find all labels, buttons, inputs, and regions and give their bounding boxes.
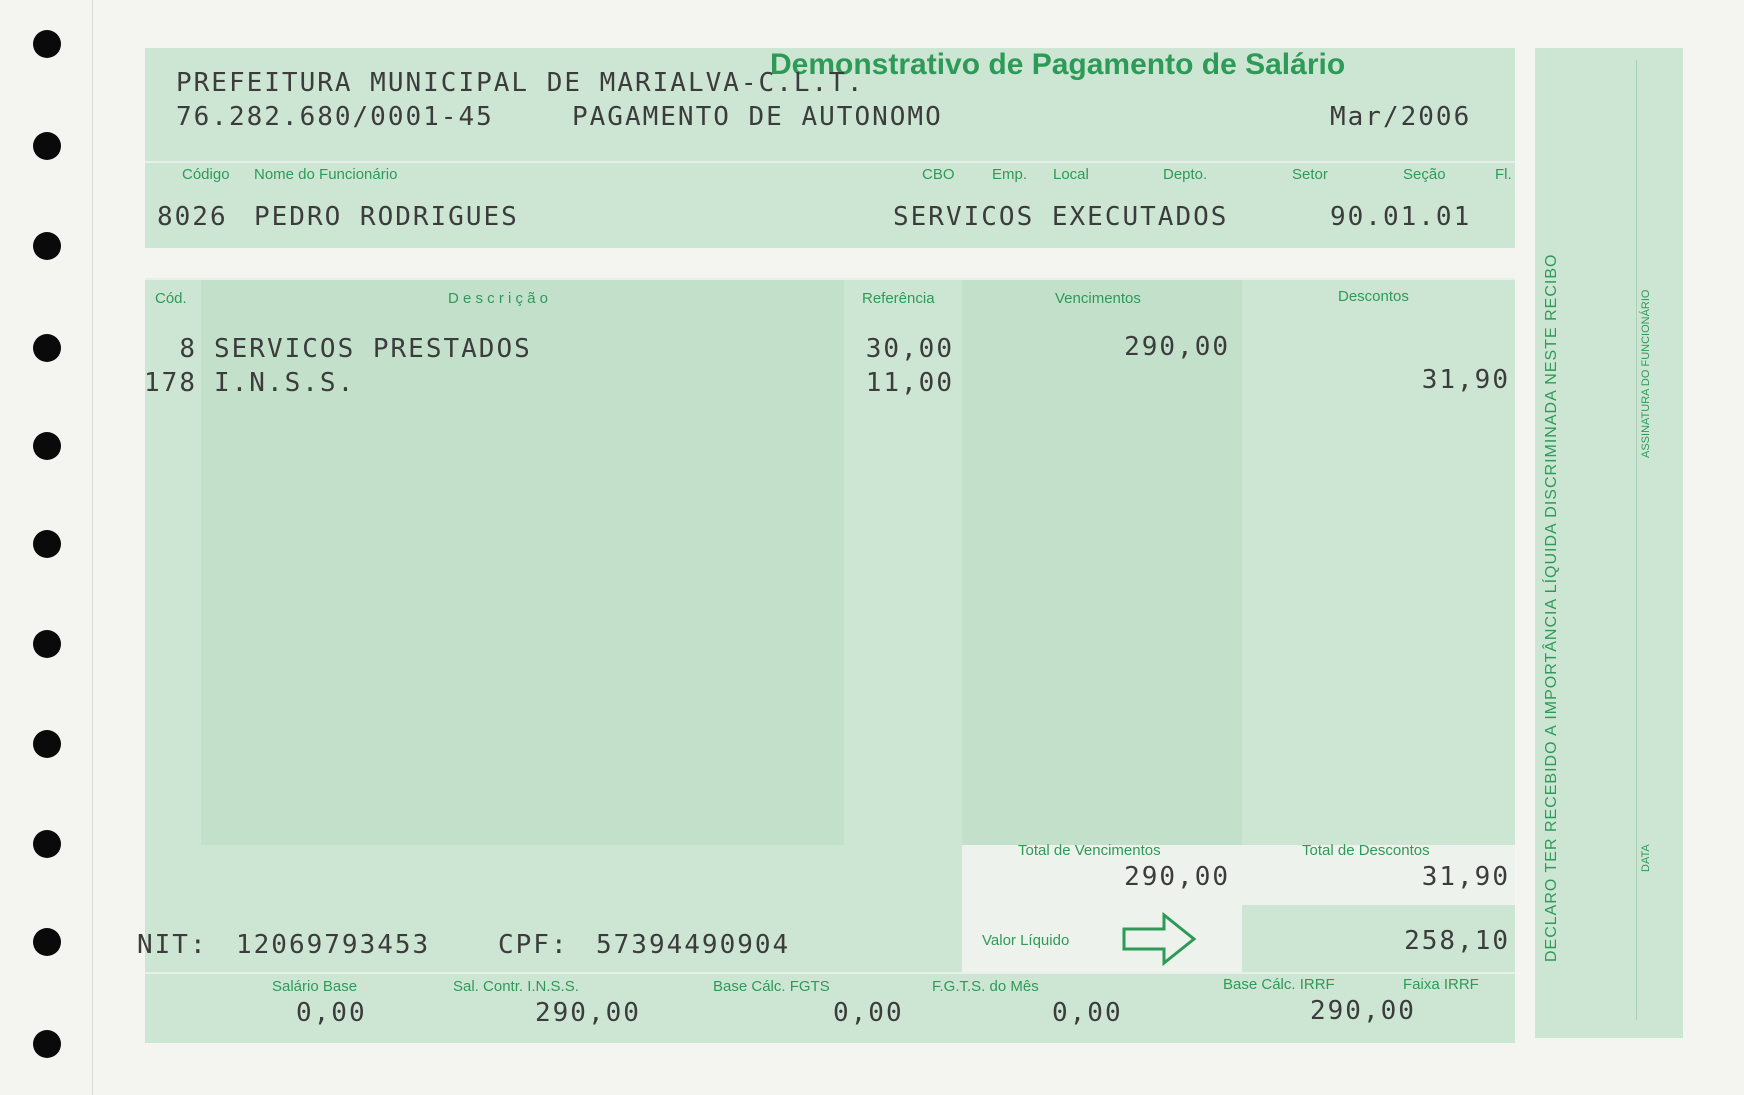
employee-code: 8026 (157, 202, 228, 232)
band-divider (145, 161, 1515, 163)
row-descricao: I.N.S.S. (214, 368, 356, 398)
total-vencimentos-label: Total de Vencimentos (1018, 842, 1161, 859)
row-cod: 8 (179, 334, 197, 364)
row-referencia: 11,00 (865, 368, 954, 398)
value-base-calc-irrf: 290,00 (1310, 996, 1416, 1026)
label-secao: Seção (1403, 166, 1446, 183)
label-faixa-irrf: Faixa IRRF (1403, 976, 1479, 993)
punch-hole (33, 530, 61, 558)
label-emp: Emp. (992, 166, 1028, 183)
col-descontos (1242, 278, 1515, 845)
signature-line (1636, 60, 1637, 1020)
value-sal-contr-inss: 290,00 (535, 998, 641, 1028)
header-cod: Cód. (155, 290, 187, 307)
punch-hole (33, 1030, 61, 1058)
sector: 90.01.01 (1330, 202, 1472, 232)
punch-hole (33, 730, 61, 758)
label-base-calc-irrf: Base Cálc. IRRF (1223, 976, 1335, 993)
punch-hole (33, 30, 61, 58)
label-fl: Fl. (1495, 166, 1512, 183)
total-vencimentos-value: 290,00 (1124, 862, 1230, 892)
payment-type: PAGAMENTO DE AUTONOMO (572, 102, 943, 132)
row-cod: 178 (144, 368, 197, 398)
cnpj: 76.282.680/0001-45 (176, 102, 494, 132)
label-codigo: Código (182, 166, 230, 183)
header-descricao: D e s c r i ç ã o (448, 290, 549, 307)
label-local: Local (1053, 166, 1089, 183)
label-salario-base: Salário Base (272, 978, 358, 995)
header-vencimentos: Vencimentos (1055, 290, 1141, 307)
punch-hole (33, 928, 61, 956)
period: Mar/2006 (1330, 102, 1472, 132)
label-setor: Setor (1292, 166, 1328, 183)
band-divider (145, 278, 1515, 280)
row-descontos: 31,90 (1421, 365, 1510, 395)
arrow-right-icon (1120, 910, 1198, 968)
department: SERVICOS EXECUTADOS (893, 202, 1229, 232)
signature-label: ASSINATURA DO FUNCIONÁRIO (1640, 289, 1652, 458)
perforation-line (92, 0, 93, 1095)
col-vencimentos (962, 278, 1242, 845)
value-fgts-mes: 0,00 (1052, 998, 1123, 1028)
punch-hole (33, 630, 61, 658)
employee-name: PEDRO RODRIGUES (254, 202, 519, 232)
receipt-declaration: DECLARO TER RECEBIDO A IMPORTÂNCIA LÍQUIDA DISCRIMINADA NESTE RECIBO (1543, 253, 1560, 962)
value-base-calc-fgts: 0,00 (833, 998, 904, 1028)
punch-hole (33, 132, 61, 160)
value-salario-base: 0,00 (296, 998, 367, 1028)
label-sal-contr-inss: Sal. Contr. I.N.S.S. (453, 978, 579, 995)
label-base-calc-fgts: Base Cálc. FGTS (713, 978, 830, 995)
punch-hole (33, 830, 61, 858)
valor-liquido-value: 258,10 (1404, 926, 1510, 956)
label-cbo: CBO (922, 166, 955, 183)
row-referencia: 30,00 (865, 334, 954, 364)
company-line: PREFEITURA MUNICIPAL DE MARIALVA-C.L.T. (176, 68, 865, 98)
total-descontos-value: 31,90 (1421, 862, 1510, 892)
band-divider (145, 972, 1515, 974)
header-descontos: Descontos (1338, 288, 1409, 305)
cpf-label: CPF: (498, 930, 569, 960)
row-descricao: SERVICOS PRESTADOS (214, 334, 532, 364)
header-referencia: Referência (862, 290, 935, 307)
label-fgts-mes: F.G.T.S. do Mês (932, 978, 1039, 995)
nit-label: NIT: (137, 930, 208, 960)
date-label: DATA (1640, 844, 1652, 872)
valor-liquido-label: Valor Líquido (982, 932, 1070, 949)
punch-hole (33, 232, 61, 260)
row-vencimentos: 290,00 (1124, 332, 1230, 362)
total-descontos-label: Total de Descontos (1302, 842, 1430, 859)
label-nome: Nome do Funcionário (254, 166, 398, 183)
punch-hole (33, 334, 61, 362)
punch-hole (33, 432, 61, 460)
cpf-value: 57394490904 (596, 930, 791, 960)
form-title: Demonstrativo de Pagamento de Salário (770, 48, 1346, 81)
nit-value: 12069793453 (236, 930, 431, 960)
label-depto: Depto. (1163, 166, 1208, 183)
